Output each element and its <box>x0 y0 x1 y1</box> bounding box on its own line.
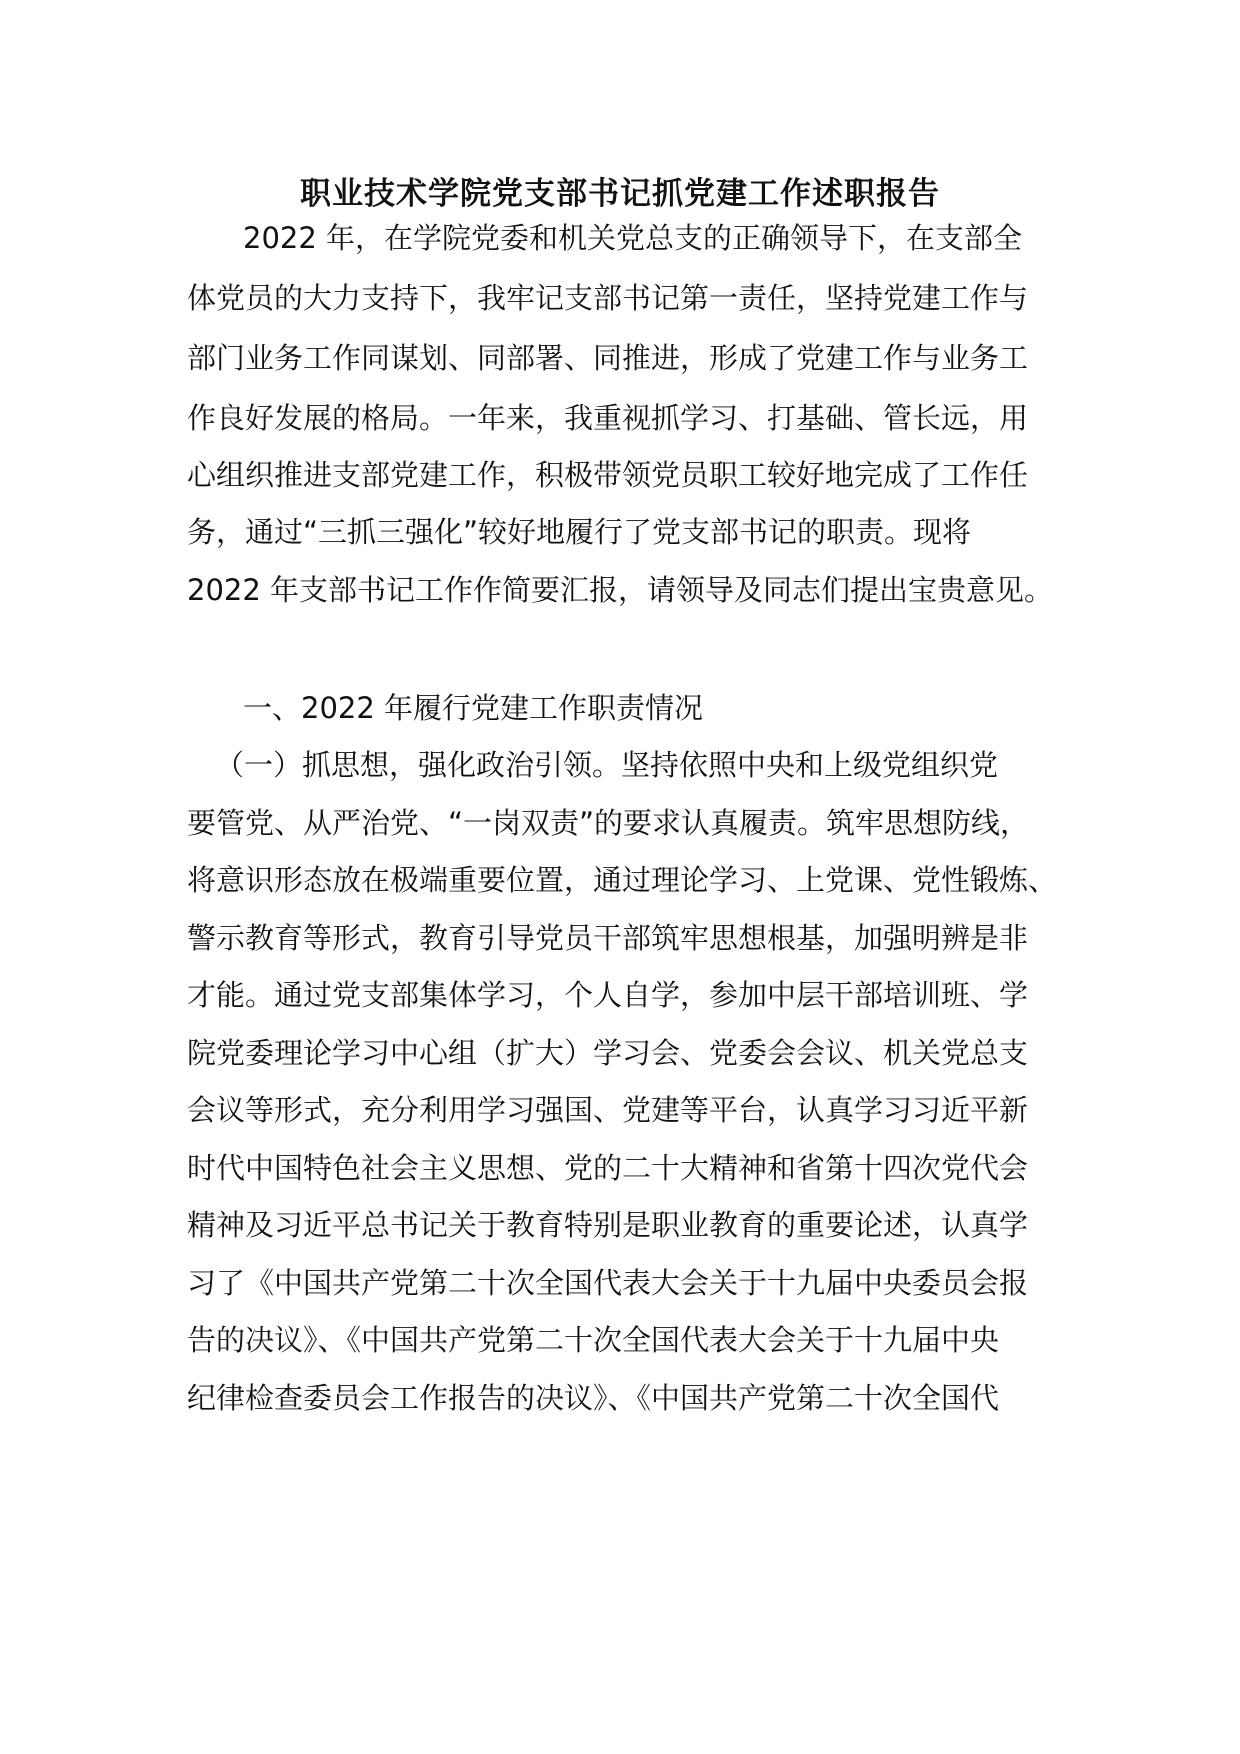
subsection-line: 院党委理论学习中心组（扩大）学习会、党委会会议、机关党总支 <box>187 1036 1029 1070</box>
intro-line: 心组织推进支部党建工作，积极带领党员职工较好地完成了工作任 <box>187 458 1029 492</box>
subsection-line: 告的决议》、《中国共产党第二十次全国代表大会关于十九届中央 <box>187 1323 1000 1357</box>
subsection-line: 将意识形态放在极端重要位置，通过理论学习、上党课、党性锻炼、 <box>187 863 1058 897</box>
section-heading: 一、2022 年履行党建工作职责情况 <box>243 691 704 725</box>
subsection-line: 精神及习近平总书记关于教育特别是职业教育的重要论述，认真学 <box>187 1208 1029 1242</box>
intro-line: 务，通过“三抓三强化”较好地履行了党支部书记的职责。现将 <box>187 515 972 549</box>
subsection-line: 时代中国特色社会主义思想、党的二十大精神和省第十四次党代会 <box>187 1151 1029 1185</box>
intro-line: 2022 年支部书记工作作简要汇报，请领导及同志们提出宝贵意见。 <box>187 573 1054 607</box>
subsection-line: 要管党、从严治党、“一岗双责”的要求认真履责。筑牢思想防线， <box>187 806 1030 840</box>
subsection-line: 警示教育等形式，教育引导党员干部筑牢思想根基，加强明辨是非 <box>187 921 1029 955</box>
subsection-line: 习了《中国共产党第二十次全国代表大会关于十九届中央委员会报 <box>187 1266 1029 1300</box>
intro-line: 作良好发展的格局。一年来，我重视抓学习、打基础、管长远，用 <box>187 401 1029 435</box>
subsection-line: 才能。通过党支部集体学习，个人自学，参加中层干部培训班、学 <box>187 978 1029 1012</box>
document-title: 职业技术学院党支部书记抓党建工作述职报告 <box>300 176 940 212</box>
intro-line: 体党员的大力支持下，我牢记支部书记第一责任，坚持党建工作与 <box>187 281 1029 315</box>
intro-line: 2022 年，在学院党委和机关党总支的正确领导下，在支部全 <box>243 221 1023 255</box>
subsection-line: 会议等形式，充分利用学习强国、党建等平台，认真学习习近平新 <box>187 1093 1029 1127</box>
subsection-line: 纪律检查委员会工作报告的决议》、《中国共产党第二十次全国代 <box>187 1381 1000 1415</box>
subsection-line: （一）抓思想，强化政治引领。坚持依照中央和上级党组织党 <box>215 748 999 782</box>
intro-line: 部门业务工作同谋划、同部署、同推进，形成了党建工作与业务工 <box>187 341 1029 375</box>
